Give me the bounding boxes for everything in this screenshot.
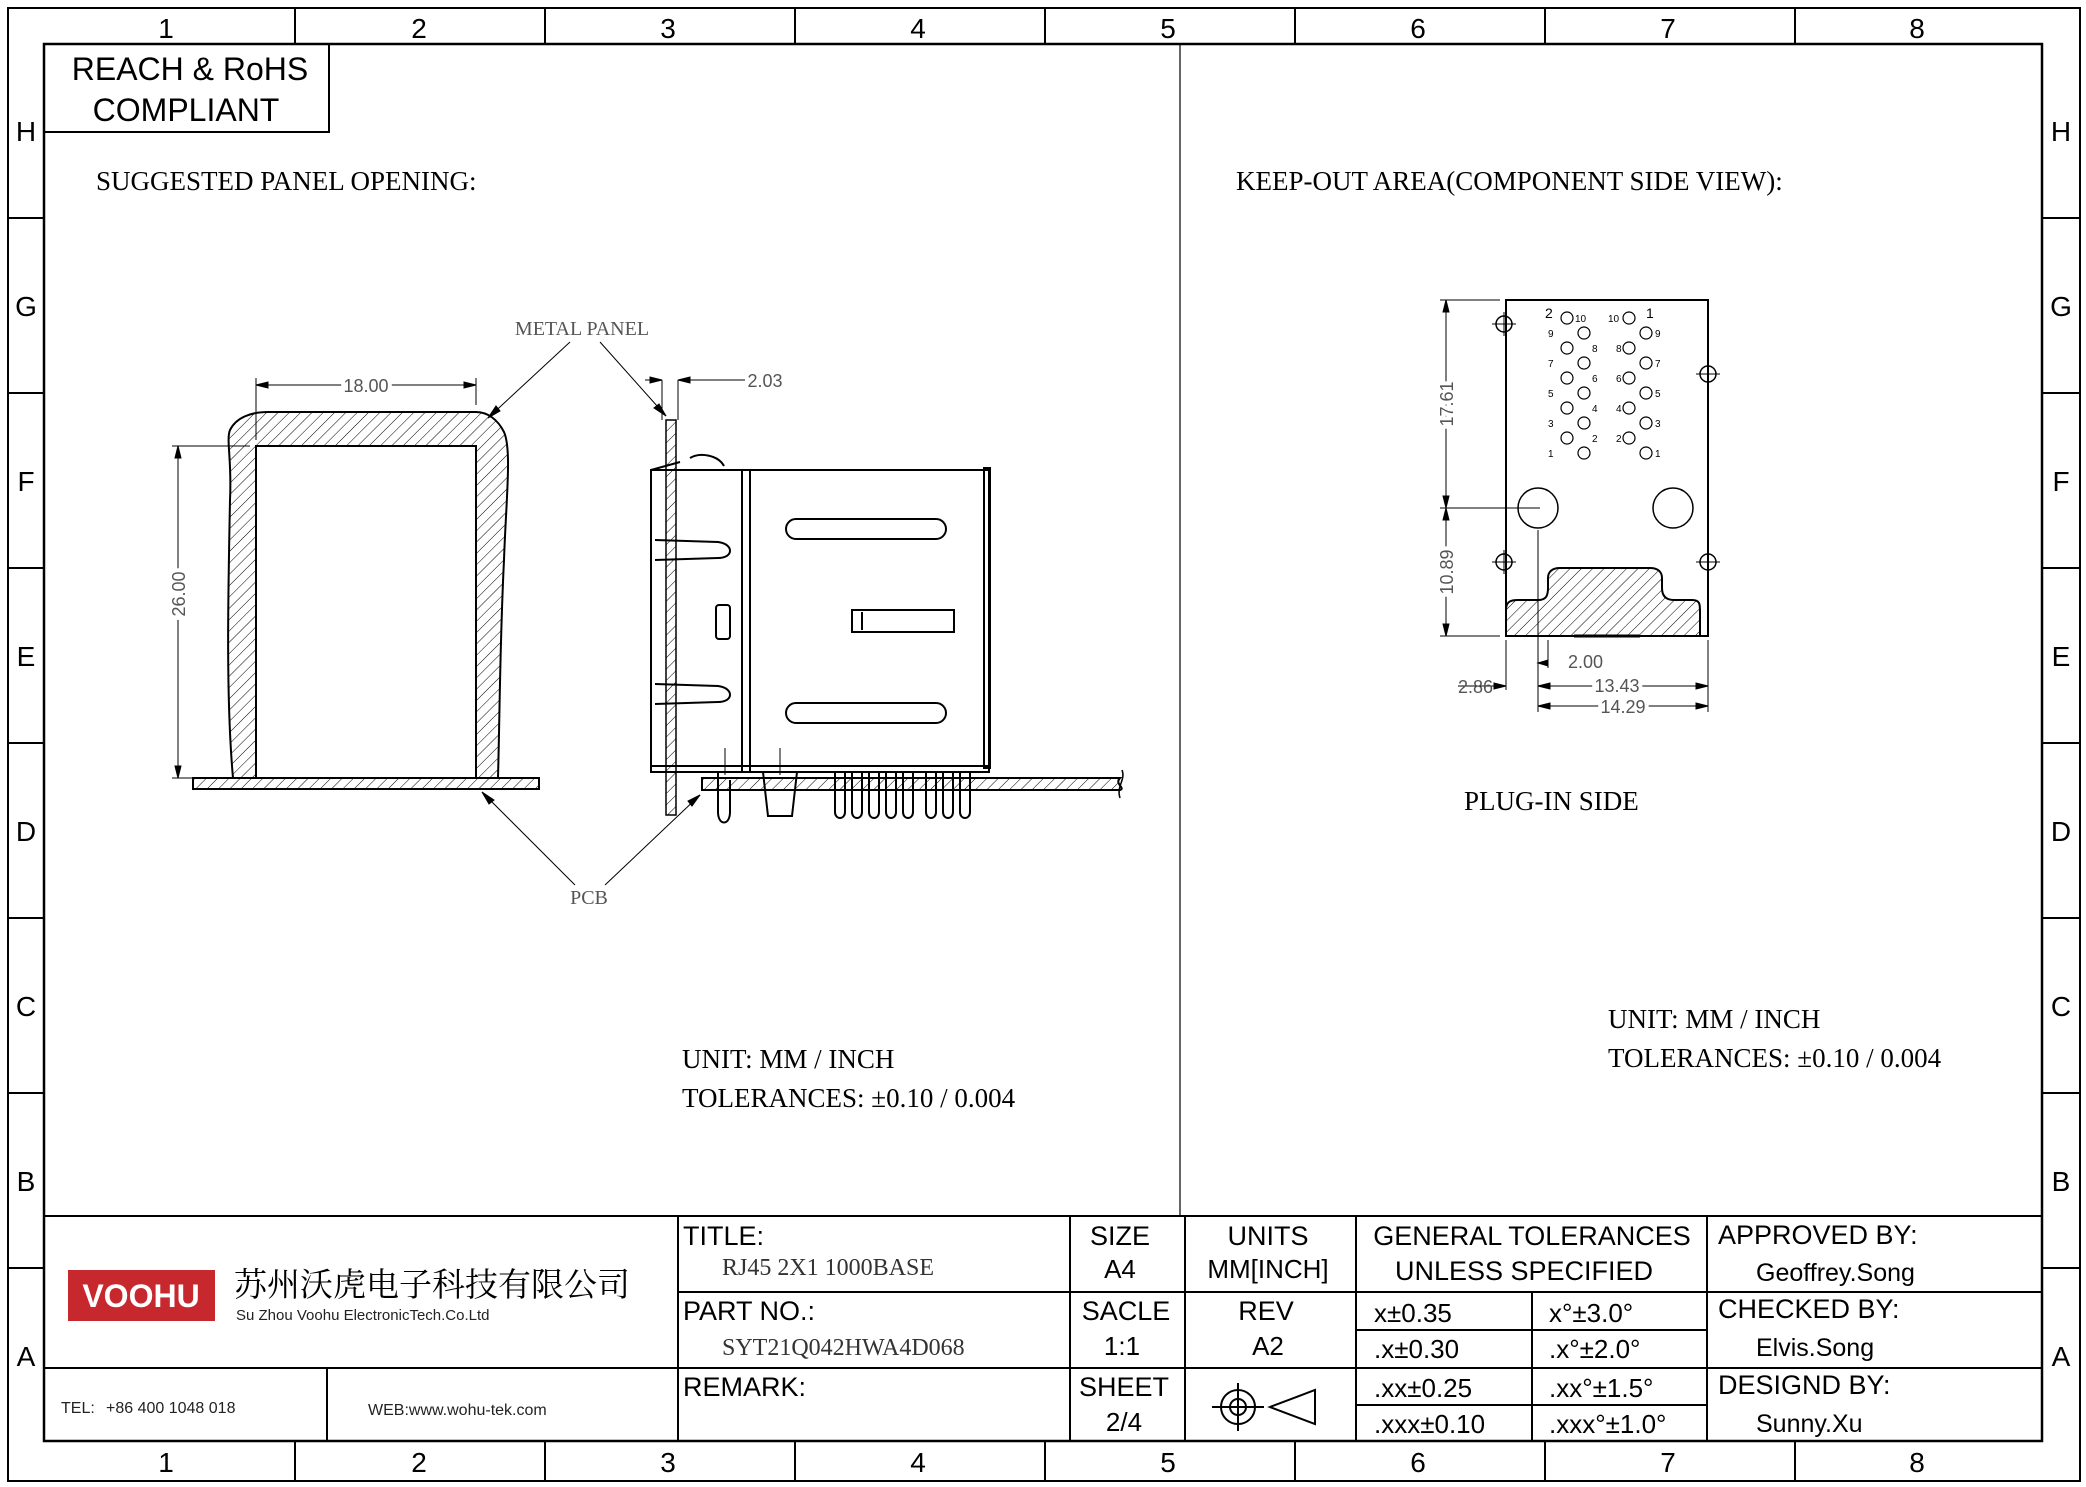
tel-label: TEL: — [61, 1400, 95, 1417]
metal-panel-label: METAL PANEL — [514, 318, 650, 340]
scale-label: SACLE — [1081, 1296, 1171, 1326]
tol-angle: .xx°±1.5° — [1549, 1373, 1654, 1403]
tol-linear: .xxx±0.10 — [1374, 1409, 1486, 1439]
pin-label: 8 — [1592, 344, 1598, 355]
pin-label: 1 — [1655, 449, 1661, 460]
row-label-left: G — [15, 291, 37, 322]
rev-label: REV — [1238, 1296, 1294, 1326]
dimension-2-03 — [645, 377, 745, 420]
units-value: MM[INCH] — [1207, 1254, 1329, 1284]
company-name-en: Su Zhou Voohu ElectronicTech.Co.Ltd — [236, 1307, 490, 1324]
company-logo — [68, 1270, 215, 1321]
dim-height-label: 26.00 — [169, 571, 189, 617]
row-label-left: E — [16, 641, 36, 672]
column-label-bottom: 8 — [1909, 1447, 1925, 1478]
pin-label: 6 — [1616, 374, 1622, 385]
dim-14-29: 14.29 — [1600, 697, 1646, 717]
pin-label: 2 — [1592, 434, 1598, 445]
connector-side-view — [651, 455, 990, 823]
row-label-right: E — [2051, 641, 2071, 672]
compliance-box — [44, 44, 329, 132]
part-no-value: SYT21Q042HWA4D068 — [722, 1335, 965, 1361]
pcb-label: PCB — [570, 887, 608, 909]
dim-width-label: 18.00 — [343, 376, 389, 396]
sheet-value: 2/4 — [1105, 1407, 1143, 1437]
pin-label: 5 — [1548, 389, 1554, 400]
pin-label: 1 — [1548, 449, 1554, 460]
compliance-line-2: COMPLIANT — [92, 92, 280, 128]
dim-10-89: 10.89 — [1437, 549, 1457, 595]
pin-label: 3 — [1548, 419, 1554, 430]
size-value: A4 — [1104, 1254, 1136, 1284]
thin-metal-panel — [666, 420, 676, 815]
general-tolerances-line-1: GENERAL TOLERANCES — [1373, 1221, 1691, 1251]
column-label-bottom: 1 — [158, 1447, 174, 1478]
row-label-left: D — [15, 816, 37, 847]
tol-linear: .xx±0.25 — [1374, 1373, 1473, 1403]
column-label-top: 5 — [1160, 13, 1176, 44]
pcb-section — [193, 778, 539, 789]
column-label-top: 3 — [660, 13, 676, 44]
tol-angle: .xxx°±1.0° — [1549, 1409, 1667, 1439]
plug-opening — [1506, 568, 1700, 636]
right-unit-note: UNIT: MM / INCH — [1608, 1004, 1821, 1034]
column-label-top: 6 — [1410, 13, 1426, 44]
part-no-label: PART NO.: — [683, 1296, 816, 1326]
compliance-line-1: REACH & RoHS — [71, 51, 309, 87]
pin-label: 5 — [1655, 389, 1661, 400]
pin-label: 3 — [1655, 419, 1661, 430]
pin-label: 7 — [1548, 359, 1554, 370]
approved-label: APPROVED BY: — [1718, 1220, 1918, 1250]
keep-out-area-view — [1236, 166, 1942, 1073]
column-label-bottom: 3 — [660, 1447, 676, 1478]
pin-label: 9 — [1655, 329, 1661, 340]
company-name-cn: 苏州沃虎电子科技有限公司 — [234, 1266, 630, 1303]
designed-value: Sunny.Xu — [1756, 1410, 1863, 1438]
column-label-top: 2 — [411, 13, 427, 44]
pin-label: 10 — [1608, 314, 1620, 325]
keep-out-dimensions — [1440, 300, 1708, 712]
row-label-right: G — [2050, 291, 2072, 322]
pin-label: 9 — [1548, 329, 1554, 340]
general-tolerances-line-2: UNLESS SPECIFIED — [1394, 1256, 1654, 1286]
panel-opening-heading: SUGGESTED PANEL OPENING: — [96, 166, 477, 196]
column-label-bottom: 2 — [411, 1447, 427, 1478]
designed-label: DESIGND BY: — [1718, 1370, 1891, 1400]
column-label-top: 1 — [158, 13, 174, 44]
pin-label: 4 — [1592, 404, 1598, 415]
mounting-holes — [1492, 312, 1720, 574]
row-ticks — [8, 218, 2080, 1268]
pin-header-left: 2 — [1545, 305, 1553, 321]
tol-angle: x°±3.0° — [1549, 1298, 1634, 1328]
size-label: SIZE — [1089, 1221, 1151, 1251]
metal-panel-section — [228, 412, 508, 778]
left-unit-note: UNIT: MM / INCH — [682, 1044, 895, 1074]
dim-2-86: 2.86 — [1458, 677, 1494, 697]
metal-panel-leaders — [488, 342, 666, 418]
remark-label: REMARK: — [683, 1372, 807, 1402]
row-label-right: A — [2051, 1341, 2071, 1372]
title-label: TITLE: — [683, 1221, 765, 1251]
column-label-bottom: 7 — [1660, 1447, 1676, 1478]
dim-13-43: 13.43 — [1594, 676, 1640, 696]
column-label-bottom: 6 — [1410, 1447, 1426, 1478]
checked-value: Elvis.Song — [1756, 1334, 1875, 1362]
pin-label: 4 — [1616, 404, 1622, 415]
row-label-right: H — [2050, 116, 2072, 147]
row-label-right: D — [2050, 816, 2072, 847]
column-label-top: 7 — [1660, 13, 1676, 44]
column-label-bottom: 4 — [910, 1447, 926, 1478]
pin-label: 7 — [1655, 359, 1661, 370]
dim-2-00: 2.00 — [1568, 652, 1604, 672]
column-label-bottom: 5 — [1160, 1447, 1176, 1478]
logo-text: VOOHU — [82, 1278, 200, 1314]
row-label-right: B — [2051, 1166, 2071, 1197]
row-label-right: F — [2052, 466, 2070, 497]
panel-opening-view — [96, 166, 1123, 1113]
row-label-left: A — [16, 1341, 36, 1372]
units-label: UNITS — [1227, 1221, 1309, 1251]
column-label-top: 4 — [910, 13, 926, 44]
row-label-right: C — [2050, 991, 2072, 1022]
website: WEB:www.wohu-tek.com — [368, 1402, 547, 1419]
plug-in-side-label: PLUG-IN SIDE — [1464, 786, 1639, 816]
projection-symbol-icon — [1212, 1383, 1315, 1431]
pin-label: 8 — [1616, 344, 1622, 355]
dim-thickness-label: 2.03 — [747, 371, 783, 391]
rev-value: A2 — [1252, 1331, 1284, 1361]
row-label-left: F — [17, 466, 35, 497]
keep-out-heading: KEEP-OUT AREA(COMPONENT SIDE VIEW): — [1236, 166, 1783, 196]
column-label-top: 8 — [1909, 13, 1925, 44]
title-value: RJ45 2X1 1000BASE — [722, 1255, 935, 1281]
pin-holes — [1561, 312, 1652, 459]
approved-value: Geoffrey.Song — [1756, 1259, 1915, 1287]
tol-angle: .x°±2.0° — [1549, 1334, 1641, 1364]
pin-label: 6 — [1592, 374, 1598, 385]
tol-linear: x±0.35 — [1374, 1298, 1452, 1328]
pin-label: 10 — [1575, 314, 1587, 325]
dim-17-61: 17.61 — [1437, 381, 1457, 427]
right-tolerance-note: TOLERANCES: ±0.10 / 0.004 — [1608, 1043, 1942, 1073]
row-label-left: C — [15, 991, 37, 1022]
pin-header-right: 1 — [1646, 305, 1654, 321]
row-label-left: H — [15, 116, 37, 147]
left-tolerance-note: TOLERANCES: ±0.10 / 0.004 — [682, 1083, 1016, 1113]
row-label-left: B — [16, 1166, 36, 1197]
tel-value: +86 400 1048 018 — [106, 1400, 236, 1417]
checked-label: CHECKED BY: — [1718, 1294, 1900, 1324]
tol-linear: .x±0.30 — [1374, 1334, 1460, 1364]
scale-value: 1:1 — [1103, 1331, 1141, 1361]
pin-label: 2 — [1616, 434, 1622, 445]
sheet-label: SHEET — [1078, 1372, 1170, 1402]
